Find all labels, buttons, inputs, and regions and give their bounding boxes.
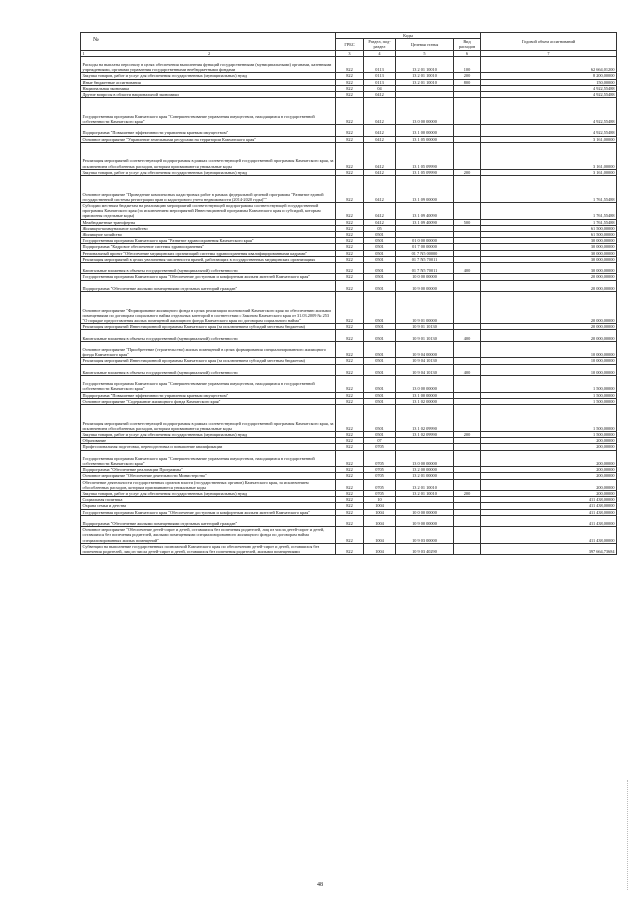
row-section: 0501 xyxy=(364,250,396,256)
row-grbs: 822 xyxy=(336,364,364,375)
table-row xyxy=(81,543,617,554)
row-grbs: 822 xyxy=(336,169,364,175)
amount-header: Годовой объем ассигнований xyxy=(481,33,617,51)
row-grbs: 822 xyxy=(336,85,364,91)
row-name: Жилищное хозяйство xyxy=(81,232,336,238)
row-name: Закупка товаров, работ и услуг для обеспечения государственных (муниципальных) нужд xyxy=(81,432,336,438)
row-name: Другие вопросы в области национальной экономики xyxy=(81,92,336,98)
row-target: 10 9 04 00000 xyxy=(396,341,454,358)
row-amount: 411 438,00000 xyxy=(481,509,617,515)
row-amount: 200,00000 xyxy=(481,438,617,444)
row-name: Основное мероприятие "Обеспечение детей-сирот и детей, оставшихся без попечения родителей, лиц из числа детей-сирот и детей, оставшихся без попечения родителей, жилыми помещениями специализированного жилищного фонда по договорам найма специализированных жилых помещений" xyxy=(81,527,336,544)
row-type xyxy=(454,450,481,467)
row-type xyxy=(454,142,481,169)
row-amount: 30 000,00000 xyxy=(481,263,617,274)
row-grbs: 822 xyxy=(336,136,364,142)
row-amount: 20 000,00000 xyxy=(481,292,617,324)
row-grbs: 822 xyxy=(336,503,364,509)
table-row xyxy=(81,527,617,544)
row-grbs: 822 xyxy=(336,142,364,169)
row-target: 01 7 00 00000 xyxy=(396,244,454,250)
row-section: 0501 xyxy=(364,238,396,244)
row-section: 0501 xyxy=(364,330,396,341)
type-header: Вид расходов xyxy=(454,39,481,50)
row-section: 05 xyxy=(364,225,396,231)
row-name: Подпрограмма "Повышение эффективности управления краевым имуществом" xyxy=(81,125,336,136)
row-grbs: 822 xyxy=(336,73,364,79)
row-target: 13 1 02 00000 xyxy=(396,398,454,404)
row-section: 0501 xyxy=(364,244,396,250)
row-name: Реализация мероприятий соответствующей подпрограммы в рамках соответствующей государственной программы Камчатского края, за исключением обособленных расходов, которым присваиваются уникальные коды xyxy=(81,142,336,169)
row-target: 13 1 09 00000 xyxy=(396,176,454,203)
row-name: Субвенции на выполнение государственных полномочий Камчатского края по обеспечению детей-сирот и детей, оставшихся без попечения родителей, лиц из числа детей-сирот и детей, оставшихся без попечения родителей, жилыми помещениями xyxy=(81,543,336,554)
row-amount: 61 500,00000 xyxy=(481,232,617,238)
row-type xyxy=(454,203,481,220)
table-row xyxy=(81,176,617,203)
table-row xyxy=(81,98,617,125)
row-grbs: 822 xyxy=(336,509,364,515)
row-target: 10 9 01 10130 xyxy=(396,330,454,341)
row-section: 0501 xyxy=(364,358,396,364)
row-section: 0412 xyxy=(364,169,396,175)
row-amount: 30 000,00000 xyxy=(481,238,617,244)
table-row xyxy=(81,450,617,467)
row-name: Основное мероприятие "Содержание жилищного фонда Камчатского края" xyxy=(81,398,336,404)
page-number: 48 xyxy=(317,882,323,888)
row-target: 13 2 01 00000 xyxy=(396,473,454,479)
row-name: Закупка товаров, работ и услуг для обеспечения государственных (муниципальных) нужд xyxy=(81,73,336,79)
row-name: Основное мероприятие "Обеспечение деятельности Министерства" xyxy=(81,473,336,479)
row-grbs: 822 xyxy=(336,92,364,98)
row-amount: 1 500,00000 xyxy=(481,392,617,398)
row-grbs: 822 xyxy=(336,543,364,554)
row-amount: 4 922,55488 xyxy=(481,85,617,91)
row-target: 13 1 02 09990 xyxy=(396,432,454,438)
row-section: 0501 xyxy=(364,376,396,393)
row-type xyxy=(454,98,481,125)
row-name: Подпрограмма "Обеспечение жилыми помещениями отдельных категорий граждан" xyxy=(81,515,336,526)
col-num-1-2: 1 2 xyxy=(81,50,336,56)
row-amount: 30 000,00000 xyxy=(481,244,617,250)
budget-table-page xyxy=(80,32,616,555)
row-amount: 61 500,00000 xyxy=(481,225,617,231)
row-name: Обеспечение деятельности государственных органов власти (государственных органов) Камчатского края, за исключением обособленных расходов, которым присваиваются уникальные коды xyxy=(81,479,336,490)
row-type: 400 xyxy=(454,364,481,375)
row-target: 13 1 00 00000 xyxy=(396,392,454,398)
row-section: 0501 xyxy=(364,398,396,404)
row-target: 13 1 09 40090 xyxy=(396,203,454,220)
row-target: 13 1 02 09990 xyxy=(396,405,454,432)
col-num-7: 7 xyxy=(481,50,617,56)
row-grbs: 822 xyxy=(336,392,364,398)
row-grbs: 822 xyxy=(336,238,364,244)
table-row xyxy=(81,330,617,341)
row-grbs: 822 xyxy=(336,324,364,330)
row-grbs: 822 xyxy=(336,491,364,497)
row-grbs: 822 xyxy=(336,358,364,364)
row-name: Охрана семьи и детства xyxy=(81,503,336,509)
table-row xyxy=(81,56,617,73)
row-grbs: 822 xyxy=(336,219,364,225)
row-section: 0501 xyxy=(364,232,396,238)
row-grbs: 822 xyxy=(336,256,364,262)
row-amount: 1 761,55488 xyxy=(481,203,617,220)
row-target: 13 1 09 40090 xyxy=(396,219,454,225)
row-grbs: 822 xyxy=(336,473,364,479)
row-grbs: 822 xyxy=(336,479,364,490)
target-header: Целевая статья xyxy=(396,39,454,50)
row-amount: 20 000,00000 xyxy=(481,274,617,280)
row-name: Реализация мероприятий Инвестиционной программы Камчатского края (за исключением субсидий местным бюджетам) xyxy=(81,324,336,330)
col-num-6: 6 xyxy=(454,50,481,56)
row-type: 200 xyxy=(454,73,481,79)
table-row xyxy=(81,376,617,393)
row-name: Образование xyxy=(81,438,336,444)
margin-dots xyxy=(627,780,634,890)
row-section: 0412 xyxy=(364,136,396,142)
row-section: 0501 xyxy=(364,432,396,438)
row-section: 0501 xyxy=(364,274,396,280)
row-target: 13 0 00 00000 xyxy=(396,98,454,125)
row-grbs: 822 xyxy=(336,125,364,136)
row-amount: 3 161,00000 xyxy=(481,136,617,142)
row-grbs: 822 xyxy=(336,330,364,341)
row-name: Региональный проект "Обеспечение медицинских организаций системы здравоохранения квалифицированными кадрами" xyxy=(81,250,336,256)
col-num-5: 5 xyxy=(396,50,454,56)
row-target: 10 9 01 00000 xyxy=(396,292,454,324)
row-grbs: 822 xyxy=(336,274,364,280)
row-target: 13 1 00 00000 xyxy=(396,125,454,136)
row-name: Профессиональная подготовка, переподготовка и повышение квалификации xyxy=(81,444,336,450)
row-target: 01 7 N5 70011 xyxy=(396,256,454,262)
row-section: 0705 xyxy=(364,473,396,479)
row-section: 0501 xyxy=(364,280,396,291)
row-grbs: 822 xyxy=(336,98,364,125)
row-type: 200 xyxy=(454,491,481,497)
row-name: Подпрограмма "Повышение эффективности управления краевым имуществом" xyxy=(81,392,336,398)
row-name: Субсидии местным бюджетам на реализацию мероприятий соответствующей подпрограммы соответствующей государственной программы Камчатского края (за исключением мероприятий Инвестиционной программы Камчатского края и субсидий, которым присвоены отдельные коды) xyxy=(81,203,336,220)
row-section: 1004 xyxy=(364,527,396,544)
row-amount: 3 161,00000 xyxy=(481,169,617,175)
row-amount: 20 000,00000 xyxy=(481,280,617,291)
row-target: 10 9 01 10130 xyxy=(396,324,454,330)
row-grbs: 822 xyxy=(336,232,364,238)
row-target: 10 9 03 40290 xyxy=(396,543,454,554)
row-amount: 3 161,00000 xyxy=(481,142,617,169)
row-section: 0501 xyxy=(364,292,396,324)
row-name: Основное мероприятие "Приобретение (строительство) жилых помещений в целях формирования специализированного жилищного фонда Камчатского края" xyxy=(81,341,336,358)
grbs-header: ГРБС xyxy=(336,39,364,50)
row-section: 0501 xyxy=(364,256,396,262)
row-type xyxy=(454,125,481,136)
row-name: Капитальные вложения в объекты государственной (муниципальной) собственности xyxy=(81,330,336,341)
row-amount: 10 000,00000 xyxy=(481,358,617,364)
row-type xyxy=(454,292,481,324)
row-section: 0705 xyxy=(364,450,396,467)
row-amount: 4 922,55488 xyxy=(481,125,617,136)
row-section: 0501 xyxy=(364,405,396,432)
row-amount: 62 664,01200 xyxy=(481,56,617,73)
row-section: 1004 xyxy=(364,503,396,509)
row-amount: 200,00000 xyxy=(481,479,617,490)
row-name: Подпрограмма "Обеспечение реализации Программы" xyxy=(81,467,336,473)
row-grbs: 822 xyxy=(336,444,364,450)
table-row xyxy=(81,263,617,274)
row-grbs: 822 xyxy=(336,527,364,544)
row-target: 10 9 00 00000 xyxy=(396,515,454,526)
row-grbs: 822 xyxy=(336,79,364,85)
row-type xyxy=(454,479,481,490)
row-amount: 10 000,00000 xyxy=(481,341,617,358)
row-type: 200 xyxy=(454,169,481,175)
row-type: 400 xyxy=(454,330,481,341)
row-target: 10 9 04 10130 xyxy=(396,358,454,364)
row-grbs: 822 xyxy=(336,244,364,250)
row-section: 0705 xyxy=(364,467,396,473)
row-name: Реализация мероприятий соответствующей подпрограммы в рамках соответствующей государственной программы Камчатского края, за исключением обособленных расходов, которым присваиваются уникальные коды xyxy=(81,405,336,432)
row-target: 13 1 05 09990 xyxy=(396,142,454,169)
row-amount: 411 438,00000 xyxy=(481,527,617,544)
row-target: 10 0 00 00000 xyxy=(396,274,454,280)
row-section: 0412 xyxy=(364,142,396,169)
row-grbs: 822 xyxy=(336,250,364,256)
row-target: 13 0 00 00000 xyxy=(396,376,454,393)
row-amount: 411 438,00000 xyxy=(481,503,617,509)
row-type xyxy=(454,515,481,526)
row-section: 0412 xyxy=(364,125,396,136)
row-target: 13 2 00 00000 xyxy=(396,467,454,473)
row-amount: 200,00000 xyxy=(481,450,617,467)
row-name: Капитальные вложения в объекты государственной (муниципальной) собственности xyxy=(81,263,336,274)
row-amount: 4 922,55488 xyxy=(481,98,617,125)
row-section: 0705 xyxy=(364,444,396,450)
row-section: 0501 xyxy=(364,364,396,375)
row-section: 07 xyxy=(364,438,396,444)
row-amount: 200,00000 xyxy=(481,473,617,479)
row-amount: 1 500,00000 xyxy=(481,376,617,393)
table-row xyxy=(81,515,617,526)
row-section: 0113 xyxy=(364,73,396,79)
row-grbs: 822 xyxy=(336,432,364,438)
row-name: Реализация мероприятий Инвестиционной программы Камчатского края (за исключением субсидий местным бюджетам) xyxy=(81,358,336,364)
row-target: 13 1 05 09990 xyxy=(396,169,454,175)
row-target: 13 2 01 10010 xyxy=(396,491,454,497)
row-section: 0705 xyxy=(364,491,396,497)
row-amount: 200,00000 xyxy=(481,491,617,497)
row-amount: 200,00000 xyxy=(481,467,617,473)
section-header: Раздел, под-раздел xyxy=(364,39,396,50)
row-grbs: 822 xyxy=(336,203,364,220)
row-amount: 1 761,55488 xyxy=(481,219,617,225)
row-target: 10 9 00 00000 xyxy=(396,280,454,291)
row-section: 0113 xyxy=(364,79,396,85)
row-grbs: 822 xyxy=(336,398,364,404)
codes-header: Коды xyxy=(336,33,481,39)
row-name: Подпрограмма "Обеспечение жилыми помещениями отдельных категорий граждан" xyxy=(81,280,336,291)
row-section: 0501 xyxy=(364,263,396,274)
row-target: 10 9 03 00000 xyxy=(396,527,454,544)
row-section: 0412 xyxy=(364,98,396,125)
row-amount: 411 438,00000 xyxy=(481,497,617,503)
row-name: Государственная программа Камчатского края "Обеспечение доступным и комфортным жильем жителей Камчатского края" xyxy=(81,274,336,280)
row-section: 0705 xyxy=(364,479,396,490)
row-section: 10 xyxy=(364,497,396,503)
table-row xyxy=(81,364,617,375)
row-amount: 1 761,55488 xyxy=(481,176,617,203)
row-section: 04 xyxy=(364,85,396,91)
row-amount: 30 000,00000 xyxy=(481,256,617,262)
row-section: 1004 xyxy=(364,509,396,515)
row-target: 01 0 00 00000 xyxy=(396,238,454,244)
row-type: 400 xyxy=(454,263,481,274)
row-target: 13 2 01 10010 xyxy=(396,73,454,79)
row-section: 0501 xyxy=(364,324,396,330)
row-type: 500 xyxy=(454,219,481,225)
row-name: Межбюджетные трансферты xyxy=(81,219,336,225)
row-amount: 200,00000 xyxy=(481,444,617,450)
row-type xyxy=(454,280,481,291)
row-name: Капитальные вложения в объекты государственной (муниципальной) собственности xyxy=(81,364,336,375)
table-row xyxy=(81,405,617,432)
row-grbs: 822 xyxy=(336,497,364,503)
table-row xyxy=(81,479,617,490)
row-grbs: 822 xyxy=(336,515,364,526)
row-name: Иные бюджетные ассигнования xyxy=(81,79,336,85)
row-grbs: 822 xyxy=(336,176,364,203)
budget-allocation-table xyxy=(80,32,617,555)
row-name: Основное мероприятие "Проведение комплексных кадастровых работ в рамках федеральной целевой программы "Развитие единой государственной системы регистрации прав и кадастрового учета недвижимости (2014-2020 годы)"" xyxy=(81,176,336,203)
row-section: 0412 xyxy=(364,176,396,203)
row-amount: 1 500,00000 xyxy=(481,432,617,438)
row-grbs: 822 xyxy=(336,405,364,432)
row-type xyxy=(454,405,481,432)
row-amount: 30 000,00000 xyxy=(481,250,617,256)
row-amount: 397 664,73684 xyxy=(481,543,617,554)
row-section: 0412 xyxy=(364,92,396,98)
row-grbs: 822 xyxy=(336,292,364,324)
row-type xyxy=(454,176,481,203)
row-grbs: 822 xyxy=(336,225,364,231)
row-name: Государственная программа Камчатского края "Совершенствование управления имуществом, находящимся в государственной собственности Камчатского края" xyxy=(81,376,336,393)
row-name: Расходы на выплаты персоналу в целях обеспечения выполнения функций государственными (муниципальными) органами, казенными учреждениями, органами управления государственными внебюджетными фондами xyxy=(81,56,336,73)
row-grbs: 822 xyxy=(336,450,364,467)
row-name: Социальная политика xyxy=(81,497,336,503)
row-type: 100 xyxy=(454,56,481,73)
row-name: Государственная программа Камчатского края "Развитие здравоохранения Камчатского края" xyxy=(81,238,336,244)
row-target: 01 7 N5 70011 xyxy=(396,263,454,274)
number-column-header: № xyxy=(93,37,99,43)
row-target: 13 2 01 10010 xyxy=(396,79,454,85)
row-name: Подпрограмма "Кадровое обеспечение системы здравоохранения" xyxy=(81,244,336,250)
table-row xyxy=(81,125,617,136)
row-type xyxy=(454,341,481,358)
row-amount: 150,00000 xyxy=(481,79,617,85)
row-name: Основное мероприятие "Формирование жилищного фонда в целях реализации полномочий Камчатского края по обеспечению жилыми помещениями по договорам социального найма отдельных категорий в соответствии с Законом Камчатского края от 31.03.2009 № 253 "О порядке предоставления жилых помещений жилищного фонда Камчатского края по договорам социального найма" xyxy=(81,292,336,324)
row-target: 01 7 N5 00000 xyxy=(396,250,454,256)
row-name: Основное мероприятие "Управление земельными ресурсами на территории Камчатского края" xyxy=(81,136,336,142)
row-grbs: 822 xyxy=(336,56,364,73)
row-target: 13 1 05 00000 xyxy=(396,136,454,142)
row-name: Государственная программа Камчатского края "Совершенствование управления имуществом, находящимся в государственной собственности Камчатского края" xyxy=(81,450,336,467)
row-grbs: 822 xyxy=(336,280,364,291)
row-amount: 10 000,00000 xyxy=(481,364,617,375)
row-section: 1004 xyxy=(364,515,396,526)
col-num-4: 4 xyxy=(364,50,396,56)
row-section: 0501 xyxy=(364,341,396,358)
row-type xyxy=(454,376,481,393)
row-type xyxy=(454,543,481,554)
row-name: Национальная экономика xyxy=(81,85,336,91)
row-target: 13 0 00 00000 xyxy=(396,450,454,467)
row-name: Государственная программа Камчатского края "Обеспечение доступным и комфортным жильем жителей Камчатского края" xyxy=(81,509,336,515)
row-amount: 20 000,00000 xyxy=(481,324,617,330)
row-name: Закупка товаров, работ и услуг для обеспечения государственных (муниципальных) нужд xyxy=(81,491,336,497)
row-amount: 4 922,55488 xyxy=(481,92,617,98)
row-name: Закупка товаров, работ и услуг для обеспечения государственных (муниципальных) нужд xyxy=(81,169,336,175)
row-type: 200 xyxy=(454,432,481,438)
row-amount: 20 000,00000 xyxy=(481,330,617,341)
row-amount: 1 500,00000 xyxy=(481,405,617,432)
row-grbs: 822 xyxy=(336,438,364,444)
col-num-3: 3 xyxy=(336,50,364,56)
name-header xyxy=(81,33,336,51)
row-amount: 8 200,00000 xyxy=(481,73,617,79)
row-name: Жилищно-коммунальное хозяйство xyxy=(81,225,336,231)
row-name: Реализация мероприятий в целях увеличения численности врачей, работающих в государственных медицинских организациях xyxy=(81,256,336,262)
table-row xyxy=(81,203,617,220)
row-section: 0412 xyxy=(364,219,396,225)
row-grbs: 822 xyxy=(336,341,364,358)
table-row xyxy=(81,280,617,291)
row-type xyxy=(454,527,481,544)
row-target: 10 9 04 10130 xyxy=(396,364,454,375)
table-row xyxy=(81,341,617,358)
row-amount: 1 500,00000 xyxy=(481,398,617,404)
table-row xyxy=(81,142,617,169)
row-grbs: 822 xyxy=(336,376,364,393)
row-section: 1004 xyxy=(364,543,396,554)
table-row xyxy=(81,292,617,324)
row-grbs: 822 xyxy=(336,467,364,473)
row-amount: 411 438,00000 xyxy=(481,515,617,526)
row-section: 0412 xyxy=(364,203,396,220)
row-target: 10 0 00 00000 xyxy=(396,509,454,515)
row-grbs: 822 xyxy=(336,263,364,274)
row-section: 0113 xyxy=(364,56,396,73)
row-target: 13 2 01 10010 xyxy=(396,56,454,73)
row-name: Государственная программа Камчатского края "Совершенствование управления имуществом, находящимся в государственной собственности Камчатского края" xyxy=(81,98,336,125)
row-target: 13 2 01 10010 xyxy=(396,479,454,490)
row-section: 0501 xyxy=(364,392,396,398)
row-type: 800 xyxy=(454,79,481,85)
